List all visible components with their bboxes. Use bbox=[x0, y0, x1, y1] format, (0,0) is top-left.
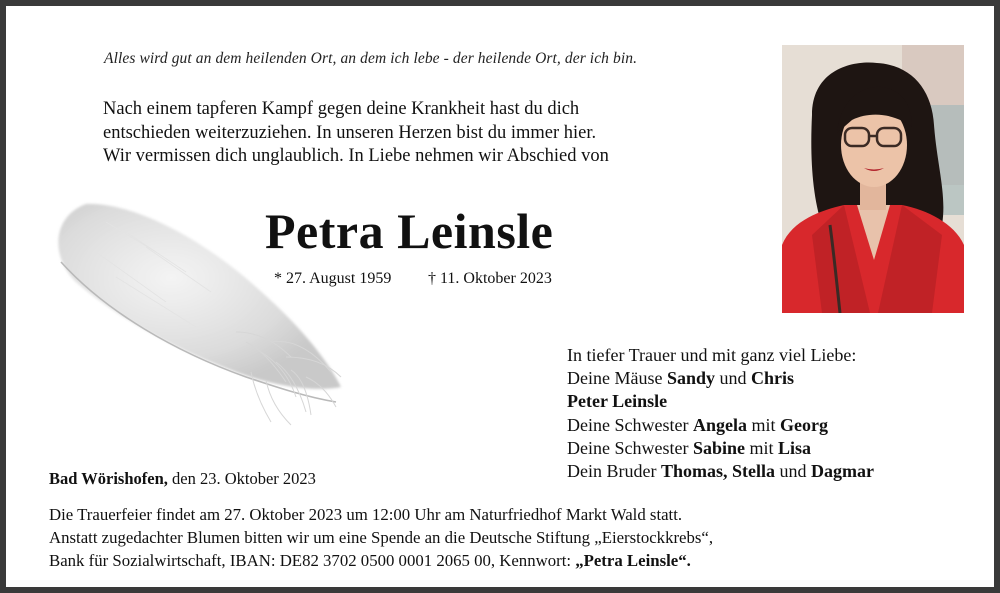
text: Dein Bruder bbox=[567, 461, 661, 482]
mourner-line bbox=[567, 460, 874, 483]
intro-line: Nach einem tapferen Kampf gegen deine Krankheit hast du dich bbox=[103, 99, 580, 119]
intro-line: entschieden weiterzuziehen. In unseren Herzen bist du immer hier. bbox=[103, 122, 597, 143]
text: Bank für Sozialwirtschaft, IBAN: DE82 3702 0500 0001 2065 00, Kennwort: bbox=[49, 551, 576, 570]
deceased-name: Petra Leinsle bbox=[265, 203, 554, 259]
text: mit bbox=[745, 437, 779, 458]
mourner-name: Lisa bbox=[778, 437, 812, 458]
text: und bbox=[715, 368, 752, 389]
footer-line: Anstatt zugedachter Blumen bitten wir um eine Spende an die Deutsche Stiftung „Eierstockkrebs“, bbox=[49, 528, 714, 547]
footer-line bbox=[49, 549, 713, 572]
keyword: „Petra Leinsle“. bbox=[575, 551, 691, 570]
portrait-photo bbox=[782, 45, 964, 313]
place-date bbox=[49, 469, 316, 489]
birth-date: * 27. August 1959 bbox=[274, 270, 392, 287]
text: Deine Schwester bbox=[567, 414, 693, 435]
service-info bbox=[49, 503, 713, 572]
mourner-line bbox=[567, 367, 874, 390]
city: Bad Wörishofen, bbox=[49, 469, 168, 488]
intro-line: Wir vermissen dich unglaublich. In Liebe nehmen wir Abschied von bbox=[103, 146, 609, 166]
mourner-line bbox=[567, 390, 874, 413]
text: Deine Mäuse bbox=[567, 368, 667, 389]
mourner-name: Peter Leinsle bbox=[567, 391, 668, 412]
mourner-name: Sandy bbox=[666, 368, 716, 389]
motto-quote: Alles wird gut an dem heilenden Ort, an dem ich lebe - der heilende Ort, der ich bin. bbox=[104, 50, 638, 67]
death-date: † 11. Oktober 2023 bbox=[428, 270, 552, 287]
mourner-line bbox=[567, 414, 874, 437]
mourner-name: Chris bbox=[751, 368, 795, 389]
intro-text bbox=[103, 98, 609, 169]
text: mit bbox=[746, 414, 780, 435]
mourner-name: Georg bbox=[779, 414, 828, 435]
mourner-line bbox=[567, 437, 874, 460]
mourner-name: Dagmar bbox=[811, 461, 874, 482]
mourners-list bbox=[567, 344, 874, 483]
text: und bbox=[775, 461, 811, 482]
mourner-name: Angela bbox=[692, 414, 747, 435]
date: den 23. Oktober 2023 bbox=[167, 469, 316, 488]
mourner-name: Thomas, Stella bbox=[660, 461, 775, 482]
mourners-heading: In tiefer Trauer und mit ganz viel Liebe: bbox=[567, 345, 857, 365]
footer-line: Die Trauerfeier findet am 27. Oktober 2023 um 12:00 Uhr am Naturfriedhof Markt Wald statt. bbox=[49, 505, 683, 524]
mourner-name: Sabine bbox=[692, 437, 745, 458]
text: Deine Schwester bbox=[567, 437, 693, 458]
